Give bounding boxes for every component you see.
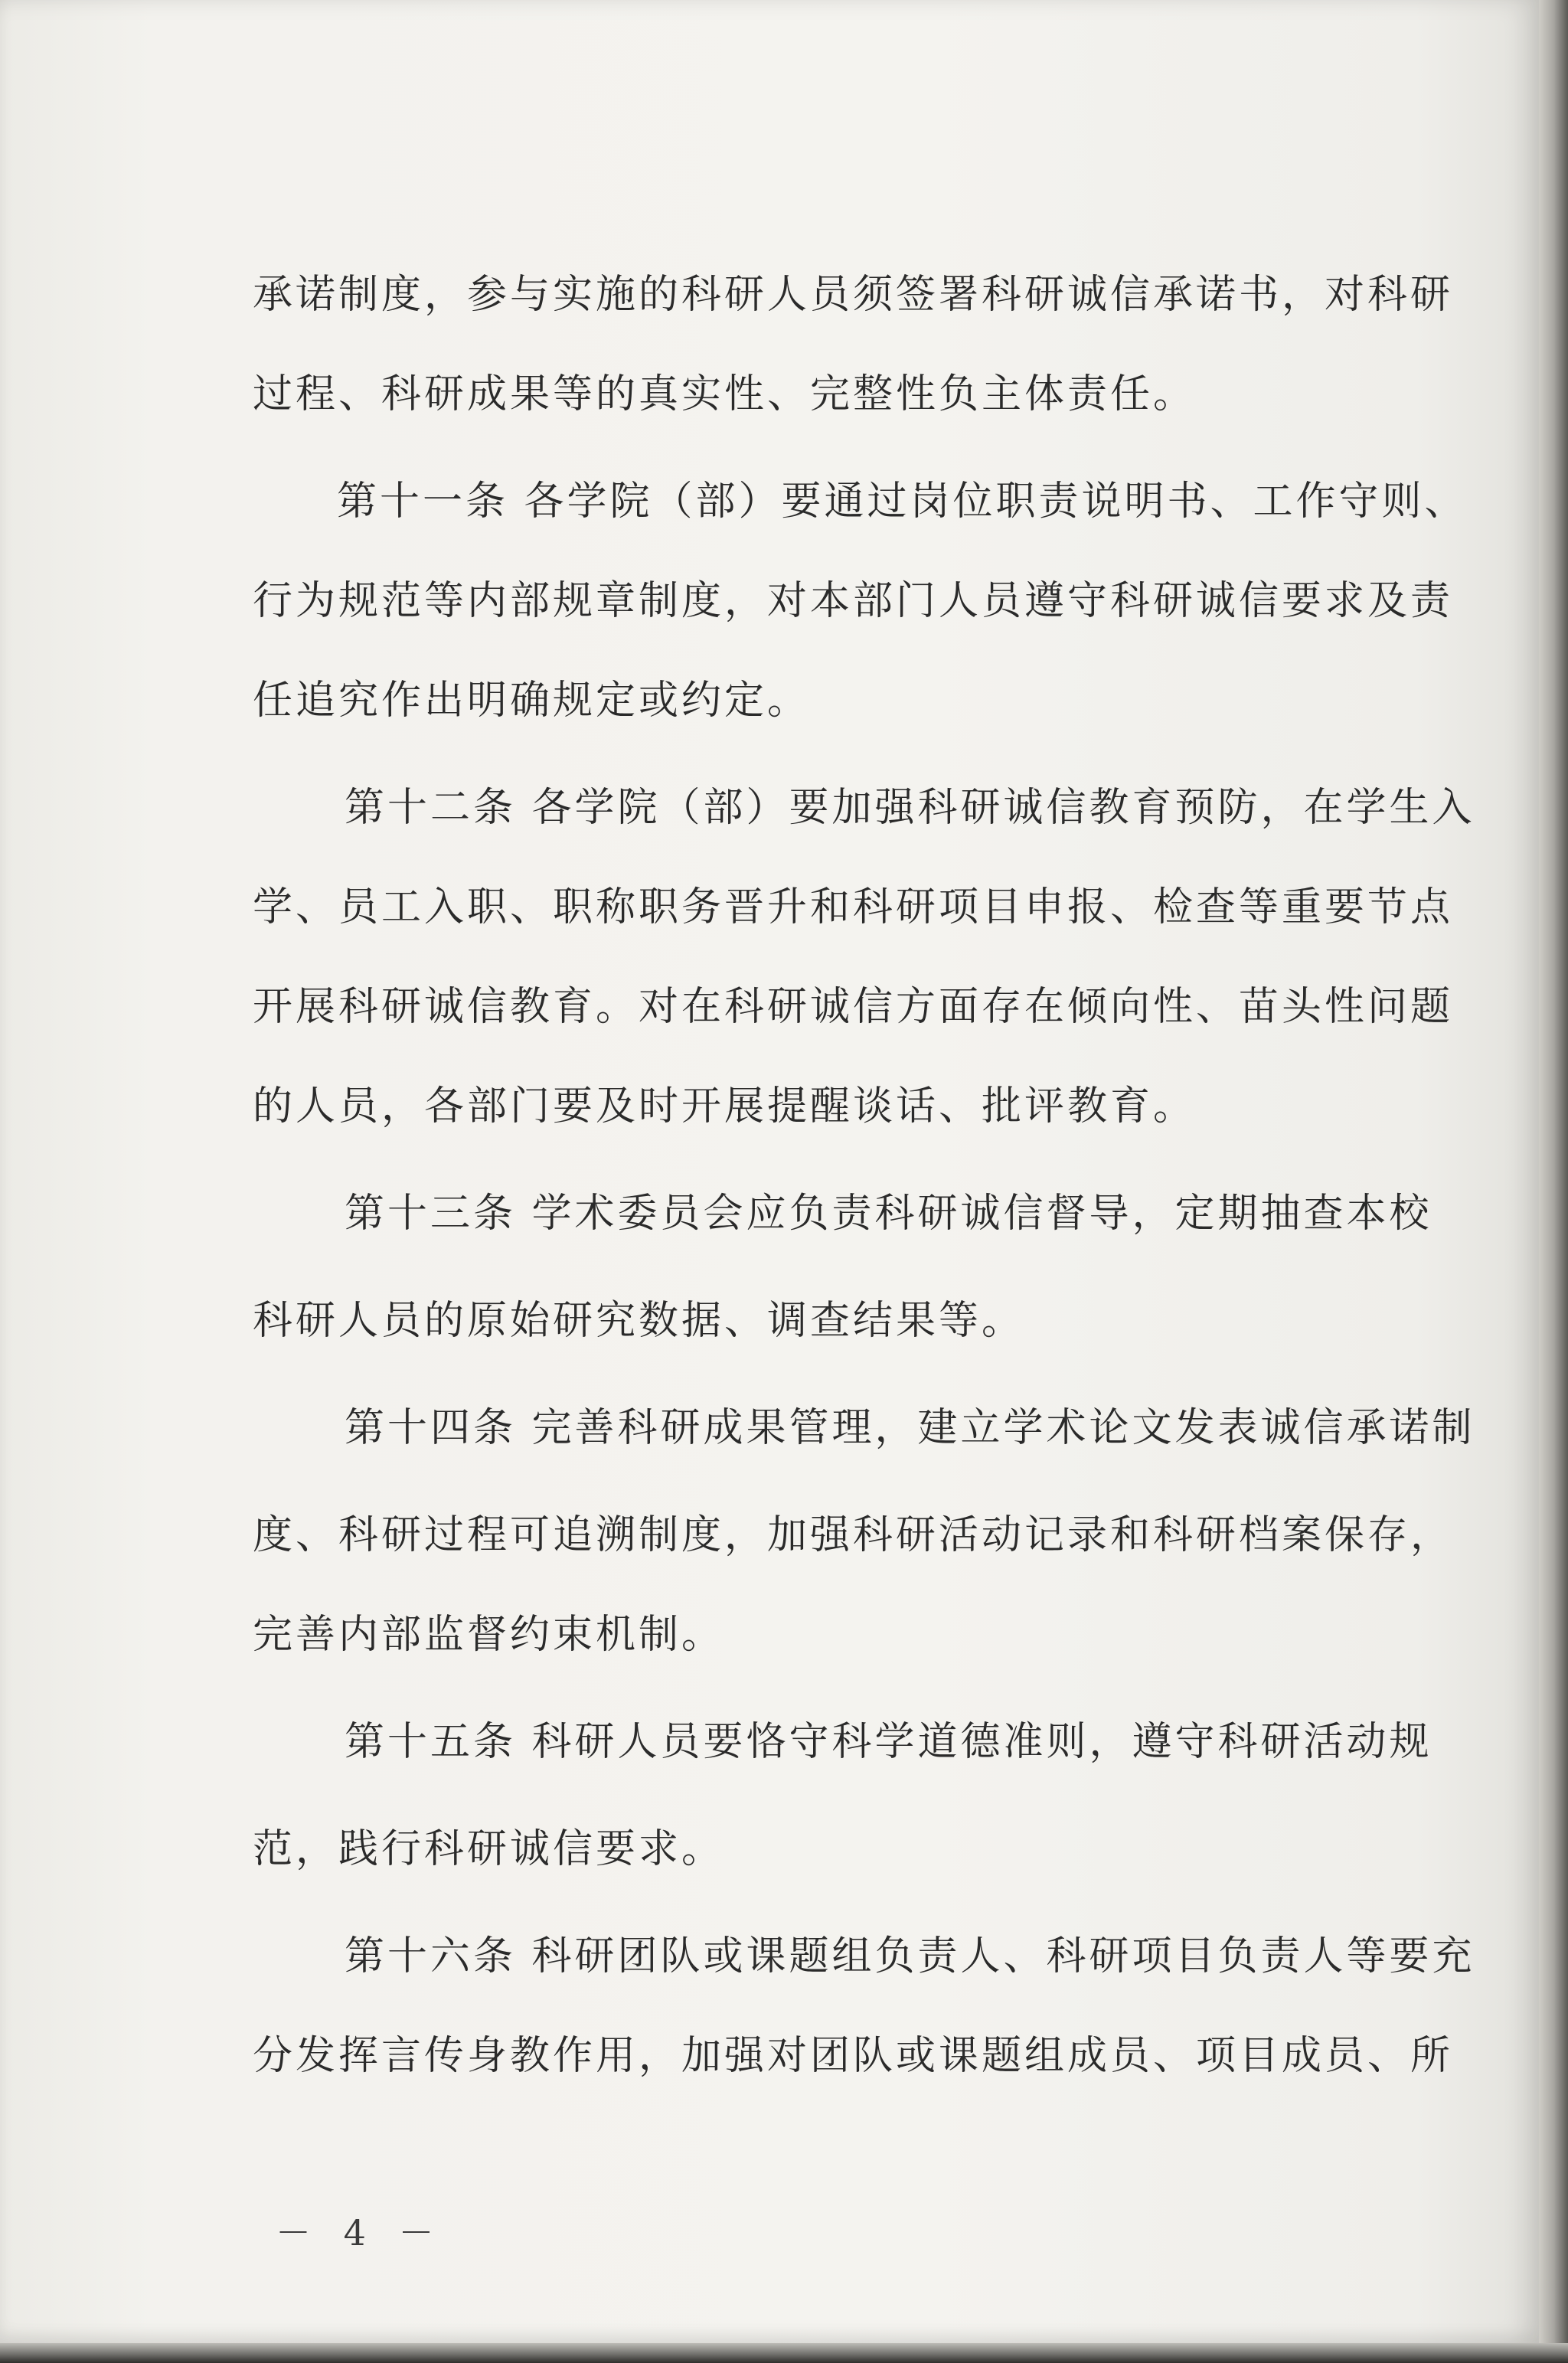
text-line: 过程、科研成果等的真实性、完整性负主体责任。 (253, 371, 1197, 417)
article-15-heading-line: 第十五条 科研人员要恪守科学道德准则，遵守科研活动规 (345, 1719, 1432, 1765)
text-line: 任追究作出明确规定或约定。 (253, 678, 811, 724)
article-16-heading-line: 第十六条 科研团队或课题组负责人、科研项目负责人等要充 (345, 1933, 1475, 1979)
article-14-heading-line: 第十四条 完善科研成果管理，建立学术论文发表诚信承诺制 (345, 1405, 1475, 1451)
text-line: 科研人员的原始研究数据、调查结果等。 (253, 1298, 1025, 1344)
text-line: 度、科研过程可追溯制度，加强科研活动记录和科研档案保存， (253, 1512, 1454, 1558)
page-bottom-edge (0, 2343, 1568, 2363)
text-line: 完善内部监督约束机制。 (253, 1612, 725, 1658)
text-line: 的人员，各部门要及时开展提醒谈话、批评教育。 (253, 1083, 1197, 1129)
article-13-heading-line: 第十三条 学术委员会应负责科研诚信督导，定期抽查本校 (345, 1191, 1432, 1237)
text-line: 范，践行科研诚信要求。 (253, 1826, 725, 1872)
article-11-heading-line: 第十一条 各学院（部）要通过岗位职责说明书、工作守则、 (337, 479, 1468, 525)
text-line: 学、员工入职、职称职务晋升和科研项目申报、检查等重要节点 (253, 884, 1454, 930)
page-number: － 4 － (276, 2212, 445, 2254)
text-line: 分发挥言传身教作用，加强对团队或课题组成员、项目成员、所 (253, 2033, 1454, 2079)
text-line: 开展科研诚信教育。对在科研诚信方面存在倾向性、苗头性问题 (253, 984, 1454, 1030)
binding-spine (1539, 0, 1568, 2363)
text-line: 承诺制度，参与实施的科研人员须签署科研诚信承诺书，对科研 (253, 272, 1454, 318)
text-line: 行为规范等内部规章制度，对本部门人员遵守科研诚信要求及责 (253, 578, 1454, 624)
article-12-heading-line: 第十二条 各学院（部）要加强科研诚信教育预防，在学生入 (345, 785, 1475, 831)
